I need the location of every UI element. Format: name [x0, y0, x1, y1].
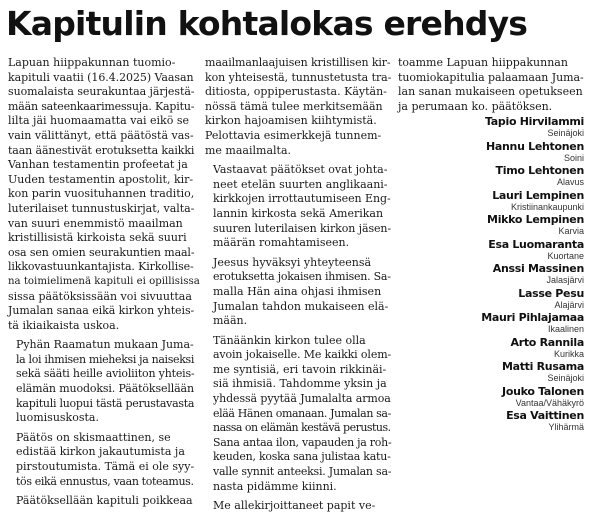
signer-entry	[398, 360, 584, 384]
text-line: tä ikiaikaista uskoa.	[8, 318, 120, 332]
signer-place: Vantaa/Vähäkyrö	[515, 397, 584, 408]
signer-name: Mauri Pihlajamaa	[481, 311, 584, 325]
article-column-1	[8, 56, 200, 509]
article-paragraph	[8, 494, 194, 509]
signer-place: Jalasjärvi	[546, 275, 584, 286]
signer-name: Mikko Lempinen	[487, 213, 584, 227]
text-line: likkovastuunkantajista. Kirkollise-	[8, 260, 194, 274]
text-line: erotuksetta jokaisen ihmisen. Sa-	[213, 270, 391, 284]
text-line: keuden, koska sana julistaa katu-	[213, 450, 391, 464]
signer-place: Kurikka	[553, 348, 584, 359]
article-paragraph	[398, 56, 584, 114]
article-column-3	[398, 56, 584, 434]
signature-list	[398, 115, 584, 433]
signer-entry	[398, 336, 584, 360]
text-line: Tänäänkin kirkon tulee olla	[213, 333, 366, 347]
text-line: kristillisistä kirkoista sekä suuri	[8, 231, 187, 245]
text-line: luterilaiset tunnustuskirjat, valta-	[8, 201, 195, 215]
text-line: mään.	[213, 314, 248, 328]
text-line: mään sateenkaarimessuja. Kapitu-	[8, 99, 195, 113]
text-line: vain välittänyt, että päätöstä vas-	[8, 128, 194, 142]
text-line: osa sen omien seurakuntien maal-	[8, 245, 195, 259]
signer-name: Matti Rusama	[501, 360, 584, 374]
text-line: Sana antaa ilon, vapauden ja roh-	[213, 435, 392, 449]
signer-name: Esa Luomaranta	[488, 237, 584, 251]
text-line: avoin jokaiselle. Me kaikki olem-	[213, 348, 392, 362]
text-line: sissa päätöksissään voi sivuuttaa	[8, 289, 192, 303]
signer-place: Alavus	[556, 177, 584, 188]
text-line: sekä sääti heille avioliiton yhteis-	[16, 367, 195, 381]
signer-place: Kuortane	[547, 250, 584, 261]
text-line: Jeesus hyväksyi yhteyteensä	[213, 255, 372, 269]
signer-entry	[398, 140, 584, 164]
text-line: yhdessä pyytää Jumalalta armoa	[213, 392, 391, 406]
text-line: elää Hänen omanaan. Jumalan sa-	[213, 406, 391, 420]
text-line: Jumalan sanaa eikä kirkon yhteis-	[8, 304, 195, 318]
signer-name: Jouko Talonen	[502, 384, 584, 398]
signer-entry	[398, 287, 584, 311]
signer-entry	[398, 115, 584, 139]
signer-entry	[398, 262, 584, 286]
text-line: lan sanan mukaiseen opetukseen	[398, 85, 583, 99]
text-line: Vastaavat päätökset ovat johta-	[213, 163, 388, 177]
article-paragraph	[205, 56, 391, 158]
signer-name: Hannu Lehtonen	[486, 139, 584, 153]
text-line: Uuden testamentin apostolit, kir-	[8, 172, 194, 186]
column-3-paragraphs	[398, 56, 584, 114]
text-line: nassa on elämän kestävä perustus.	[213, 421, 391, 435]
signer-name: Tapio Hirvilammi	[485, 115, 584, 129]
text-line: me maailmalta.	[205, 143, 292, 157]
text-line: Jumalan tahdon mukaiseen elä-	[213, 299, 389, 313]
text-line: elämän muodoksi. Päätöksellään	[16, 382, 194, 396]
article-headline: Kapitulin kohtalokas erehdys	[6, 4, 528, 43]
text-line: Päätös on skismaattinen, se	[16, 430, 171, 444]
text-line: Lapuan hiippakunnan tuomio-	[8, 56, 176, 69]
text-line: Pelottavia esimerkkejä tunnem-	[205, 128, 382, 142]
article-paragraph	[205, 163, 391, 251]
article-paragraph	[8, 56, 200, 333]
text-line: valle synnit anteeksi. Jumalan sa-	[213, 465, 392, 479]
signer-place: Kristiinankaupunki	[510, 201, 584, 212]
text-line: pirstoutumista. Tämä ei ole syy-	[16, 460, 195, 474]
signer-place: Alajärvi	[554, 299, 584, 310]
text-line: edistää kirkon jakautumista ja	[16, 445, 185, 459]
signer-place: Ikaalinen	[547, 324, 584, 335]
signer-name: Arto Rannila	[510, 335, 584, 349]
signer-name: Timo Lehtonen	[495, 164, 584, 178]
text-line: tuomiokapitulia palaamaan Juma-	[398, 70, 584, 84]
text-line: kon parin vuosituhannen traditio,	[8, 187, 195, 201]
signer-name: Lauri Lempinen	[492, 188, 584, 202]
signer-name: Anssi Massinen	[492, 262, 584, 276]
text-line: maailmanlaajuisen kristillisen kir-	[205, 56, 391, 69]
text-line: nössä tämä tulee merkitsemään	[205, 99, 383, 113]
text-line: kapituli vaatii (16.4.2025) Vaasan	[8, 70, 194, 84]
signer-entry	[398, 189, 584, 213]
signer-entry	[398, 385, 584, 409]
signer-name: Lasse Pesu	[518, 286, 584, 300]
signer-place: Seinäjoki	[547, 128, 584, 139]
signer-place: Seinäjoki	[547, 373, 584, 384]
text-line: Pyhän Raamatun mukaan Juma-	[16, 338, 194, 352]
text-line: luomisuskosta.	[16, 411, 99, 425]
article-paragraph	[205, 334, 391, 495]
text-line: toamme Lapuan hiippakunnan	[398, 56, 568, 69]
text-line: Me allekirjoittaneet papit ve-	[213, 499, 376, 513]
text-line: lilta jäi huomaamatta vai eikö se	[8, 114, 189, 128]
text-line: siä ihmisiä. Tahdomme yksin ja	[213, 377, 387, 391]
signer-place: Karvia	[558, 226, 584, 237]
text-line: nasta pidämme kiinni.	[213, 479, 337, 493]
text-line: me syntisiä, eri tavoin rikkinäi-	[213, 362, 387, 376]
text-line: suuren luterilaisen kirkon jäsen-	[213, 221, 392, 235]
text-line: la loi ihmisen mieheksi ja naiseksi	[16, 352, 195, 366]
article-paragraph	[205, 499, 391, 514]
article-paragraph	[205, 256, 391, 329]
article-paragraph	[8, 431, 194, 489]
article-paragraph	[8, 338, 194, 426]
text-line: tös eikä ennustus, vaan toteamus.	[16, 474, 194, 488]
signer-place: Soini	[563, 152, 584, 163]
signer-entry	[398, 213, 584, 237]
text-line: lannin kirkosta sekä Amerikan	[213, 206, 384, 220]
signer-place: Ylihärmä	[548, 422, 584, 433]
text-line: malla Hän aina ohjasi ihmisen	[213, 284, 382, 298]
text-line: neet etelän suurten anglikaani-	[213, 177, 388, 191]
text-line: suomalaista seurakuntaa järjestä-	[8, 85, 195, 99]
signer-name: Esa Vaittinen	[506, 409, 584, 423]
text-line: määrän romahtamiseen.	[213, 236, 350, 250]
text-line: taan äänestivät erotuksetta kaikki	[8, 143, 195, 157]
signer-entry	[398, 238, 584, 262]
signer-entry	[398, 409, 584, 433]
signer-entry	[398, 164, 584, 188]
article-column-2	[205, 56, 391, 514]
text-line: kon yhteisestä, tunnustetusta tra-	[205, 70, 392, 84]
text-line: van suuri enemmistö maailman	[8, 216, 183, 230]
text-line: ja perumaan ko. päätöksen.	[398, 99, 553, 113]
text-line: kapituli luopui tästä perustavasta	[16, 396, 195, 410]
text-line: Vanhan testamentin profeetat ja	[8, 158, 188, 172]
text-line: kirkkojen irrottautumiseen Eng-	[213, 192, 391, 206]
text-line: na toimielimenä kapituli ei opillisissa	[8, 275, 200, 287]
text-line: ditiosta, oppiperustasta. Käytän-	[205, 85, 387, 99]
signer-entry	[398, 311, 584, 335]
text-line: kirkon hajoamisen kiihtymistä.	[205, 114, 377, 128]
text-line: Päätöksellään kapituli poikkeaa	[16, 494, 193, 508]
